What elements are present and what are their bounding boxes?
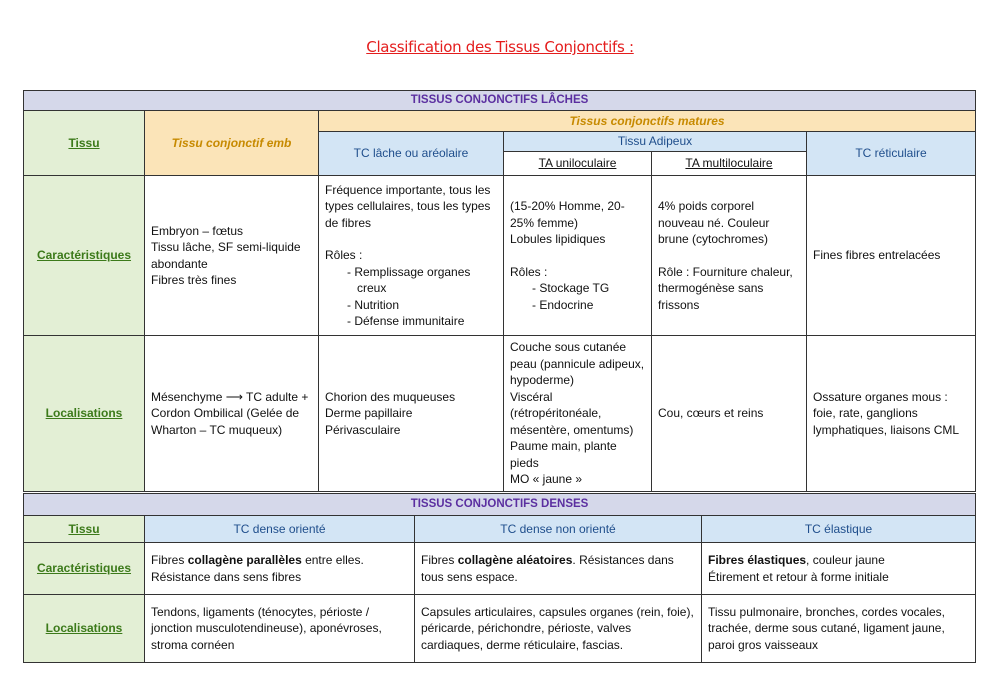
list-item: - Endocrine xyxy=(542,297,645,314)
text-line: Étirement et retour à forme initiale xyxy=(708,569,889,584)
text-line: Périvasculaire xyxy=(325,422,401,437)
cell-uni-localisations xyxy=(504,336,652,492)
row-label-localisations-denses: Localisations xyxy=(24,595,145,663)
page-title: Classification des Tissus Conjonctifs : xyxy=(366,38,634,56)
text-run: Fibres xyxy=(421,553,458,567)
cell-non-oriente-localisations: Capsules articulaires, capsules organes (rein, foie), péricarde, périchondre, périoste, valves cardiaques, derme réticulaire, fascias. xyxy=(415,595,702,663)
text-line: Tissu lâche, SF semi-liquide abondante xyxy=(151,240,301,271)
cell-reticulaire-caracteristiques: Fines fibres entrelacées xyxy=(807,176,976,336)
text-line xyxy=(151,552,408,569)
header-tissu-denses: Tissu xyxy=(24,516,145,543)
text-line: Rôles : xyxy=(510,264,548,279)
text-bold: collagène aléatoires xyxy=(457,553,573,567)
list-item: - Remplissage organes creux xyxy=(357,264,497,297)
header-reticulaire: TC réticulaire xyxy=(807,132,976,176)
text-line: MO « jaune » xyxy=(510,472,583,487)
cell-emb-caracteristiques xyxy=(145,176,319,336)
table-denses xyxy=(23,493,976,663)
header-tc-lache: TC lâche ou aréolaire xyxy=(319,132,504,176)
text-line: Résistance dans sens fibres xyxy=(151,569,302,584)
text-line: Couche sous cutanée peau (pannicule adipeux, hypoderme) xyxy=(510,340,645,388)
table-laches xyxy=(23,90,976,492)
band-denses: TISSUS CONJONCTIFS DENSES xyxy=(24,494,976,516)
text-line: Fréquence importante, tous les types cellulaires, tous les types de fibres xyxy=(325,182,491,230)
text-run: Fibres xyxy=(151,553,188,567)
roles-list xyxy=(510,280,645,313)
band-laches: TISSUS CONJONCTIFS LÂCHES xyxy=(24,91,976,111)
header-dense-oriente: TC dense orienté xyxy=(145,516,415,543)
text-line xyxy=(421,552,695,585)
text-bold: collagène parallèles xyxy=(187,553,302,567)
text-run: entre elles. xyxy=(301,553,364,567)
header-matures: Tissus conjonctifs matures xyxy=(319,111,976,132)
text-line: Fibres très fines xyxy=(151,273,237,287)
list-item: - Nutrition xyxy=(357,297,497,314)
header-ta-uni: TA uniloculaire xyxy=(504,152,652,176)
header-tissu: Tissu xyxy=(24,111,145,176)
header-elastique: TC élastique xyxy=(702,516,976,543)
text-line: Rôles : xyxy=(325,248,363,262)
roles-list xyxy=(325,264,497,330)
text-line: Viscéral (rétropéritonéale, mésentère, omentums) xyxy=(510,389,634,437)
cell-multi-localisations: Cou, cœurs et reins xyxy=(652,336,807,492)
cell-non-oriente-caracteristiques xyxy=(415,543,702,595)
list-item: - Défense immunitaire xyxy=(357,313,497,330)
cell-oriente-caracteristiques xyxy=(145,543,415,595)
cell-emb-localisations: Mésenchyme ⟶ TC adulte + Cordon Ombilical (Gelée de Wharton – TC muqueux) xyxy=(145,336,319,492)
header-ta-multi: TA multiloculaire xyxy=(652,152,807,176)
row-label-localisations: Localisations xyxy=(24,336,145,492)
row-label-caracteristiques-denses: Caractéristiques xyxy=(24,543,145,595)
text-line: Chorion des muqueuses xyxy=(325,389,456,404)
cell-elastique-localisations: Tissu pulmonaire, bronches, cordes vocales, trachée, derme sous cutané, ligament jaune, paroi gros vaisseaux xyxy=(702,595,976,663)
cell-lache-caracteristiques xyxy=(319,176,504,336)
header-tc-emb: Tissu conjonctif emb xyxy=(145,111,319,176)
text-line: 4% poids corporel nouveau né. Couleur brune (cytochromes) xyxy=(658,199,770,246)
text-line: Embryon – fœtus xyxy=(151,223,244,238)
header-adipeux: Tissu Adipeux xyxy=(504,132,807,152)
text-line xyxy=(708,552,969,569)
text-run: , couleur jaune xyxy=(806,553,885,567)
text-line: Lobules lipidiques xyxy=(510,232,606,246)
text-bold: Fibres élastiques xyxy=(708,553,807,567)
text-line: Derme papillaire xyxy=(325,406,413,421)
list-item: - Stockage TG xyxy=(542,280,645,297)
cell-multi-caracteristiques xyxy=(652,176,807,336)
header-dense-non-oriente: TC dense non orienté xyxy=(415,516,702,543)
text-line: Paume main, plante pieds xyxy=(510,439,617,470)
cell-elastique-caracteristiques xyxy=(702,543,976,595)
row-label-caracteristiques: Caractéristiques xyxy=(24,176,145,336)
cell-lache-localisations xyxy=(319,336,504,492)
text-line: (15-20% Homme, 20-25% femme) xyxy=(510,199,625,230)
cell-uni-caracteristiques xyxy=(504,176,652,336)
text-line: Rôle : Fourniture chaleur, thermogénèse sans frissons xyxy=(658,264,793,312)
text-run: . Résistances dans tous sens espace. xyxy=(421,553,674,584)
cell-reticulaire-localisations: Ossature organes mous : foie, rate, ganglions lymphatiques, liaisons CML xyxy=(807,336,976,492)
cell-oriente-localisations: Tendons, ligaments (ténocytes, périoste / jonction musculotendineuse), aponévroses, stroma cornéen xyxy=(145,595,415,663)
